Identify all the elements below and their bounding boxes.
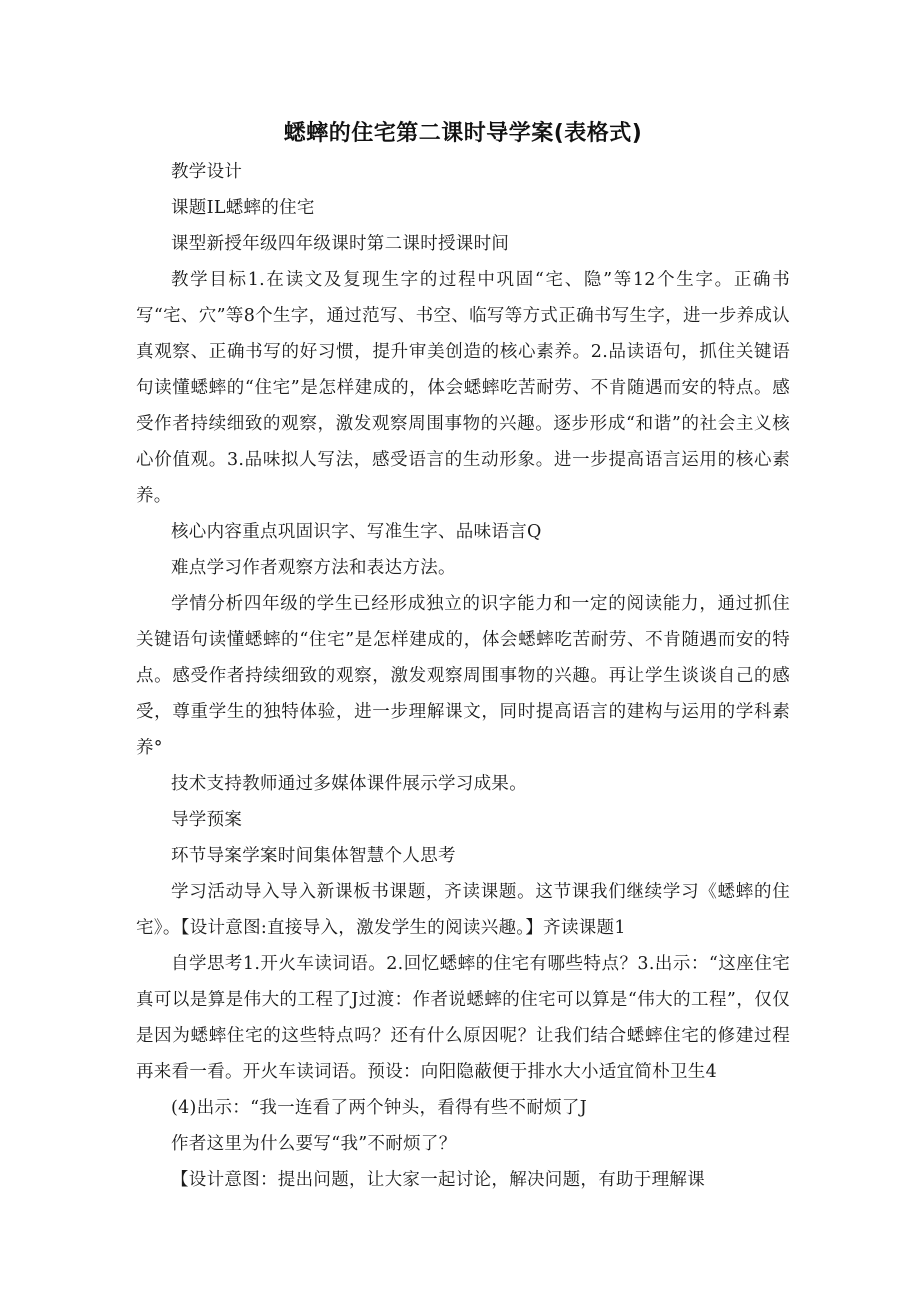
paragraph-section-header: 环节导案学案时间集体智慧个人思考 [171,846,456,866]
paragraph-learner-analysis: 学情分析四年级的学生已经形成独立的识字能力和一定的阅读能力，通过抓住关键语句读懂蟋蟀的“住宅”是怎样建成的，体会蟋蟀吃苦耐劳、不肯随遇而安的特点。感受作者持续细致的观察，激发观察周围事物的兴趣。再让学生谈谈自己的感受，尊重学生的独特体验，进一步理解课文，同时提高语言的建构与运用的学科素养° [136,594,790,758]
paragraph-self-study: 自学思考1.开火车读词语。2.回忆蟋蟀的住宅有哪些特点？3.出示：“这座住宅真可以是算是伟大的工程了J过渡：作者说蟋蟀的住宅可以算是“伟大的工程”，仅仅是因为蟋蟀住宅的这些特点吗？还有什么原因呢？让我们结合蟋蟀住宅的修建过程再来看一看。开火车读词语。预设：向阳隐蔽便于排水大小适宜简朴卫生4 [136,954,790,1082]
paragraph-learning-activity: 学习活动导入导入新课板书课题，齐读课题。这节课我们继续学习《蟋蟀的住宅》。【设计意图:直接导入，激发学生的阅读兴趣。】齐读课题1 [136,882,790,938]
paragraph-show-quote: (4)出示：“我一连看了两个钟头，看得有些不耐烦了J [171,1098,588,1118]
paragraph-difficulty: 难点学习作者观察方法和表达方法。 [171,558,456,578]
paragraph-question: 作者这里为什么要写“我”不耐烦了？ [171,1134,457,1154]
paragraph-teaching-design: 教学设计 [171,162,243,182]
paragraph-teaching-goals: 教学目标1.在读文及复现生字的过程中巩固“宅、隐”等12个生字。正确书写“宅、穴”等8个生字，通过范写、书空、临写等方式正确书写生字，进一步养成认真观察、正确书写的好习惯，提升审美创造的核心素养。2.品读语句，抓住关键语句读懂蟋蟀的“住宅”是怎样建成的，体会蟋蟀吃苦耐劳、不肯随遇而安的特点。感受作者持续细致的观察，激发观察周围事物的兴趣。逐步形成“和谐”的社会主义核心价值观。3.品味拟人写法，感受语言的生动形象。进一步提高语言运用的核心素养。 [136,270,790,506]
paragraph-tech-support: 技术支持教师通过多媒体课件展示学习成果。 [171,774,527,794]
document-title: 蟋蟀的住宅第二课时导学案(表格式) [283,121,643,146]
paragraph-lesson-type: 课型新授年级四年级课时第二课时授课时间 [171,234,510,254]
paragraph-guide-plan: 导学预案 [171,810,243,830]
paragraph-lesson-topic: 课题IL蟋蟀的住宅 [171,198,315,218]
paragraph-design-intent: 【设计意图：提出问题，让大家一起讨论，解决问题，有助于理解课 [171,1170,705,1190]
paragraph-core-content: 核心内容重点巩固识字、写准生字、品味语言Q [171,522,542,542]
